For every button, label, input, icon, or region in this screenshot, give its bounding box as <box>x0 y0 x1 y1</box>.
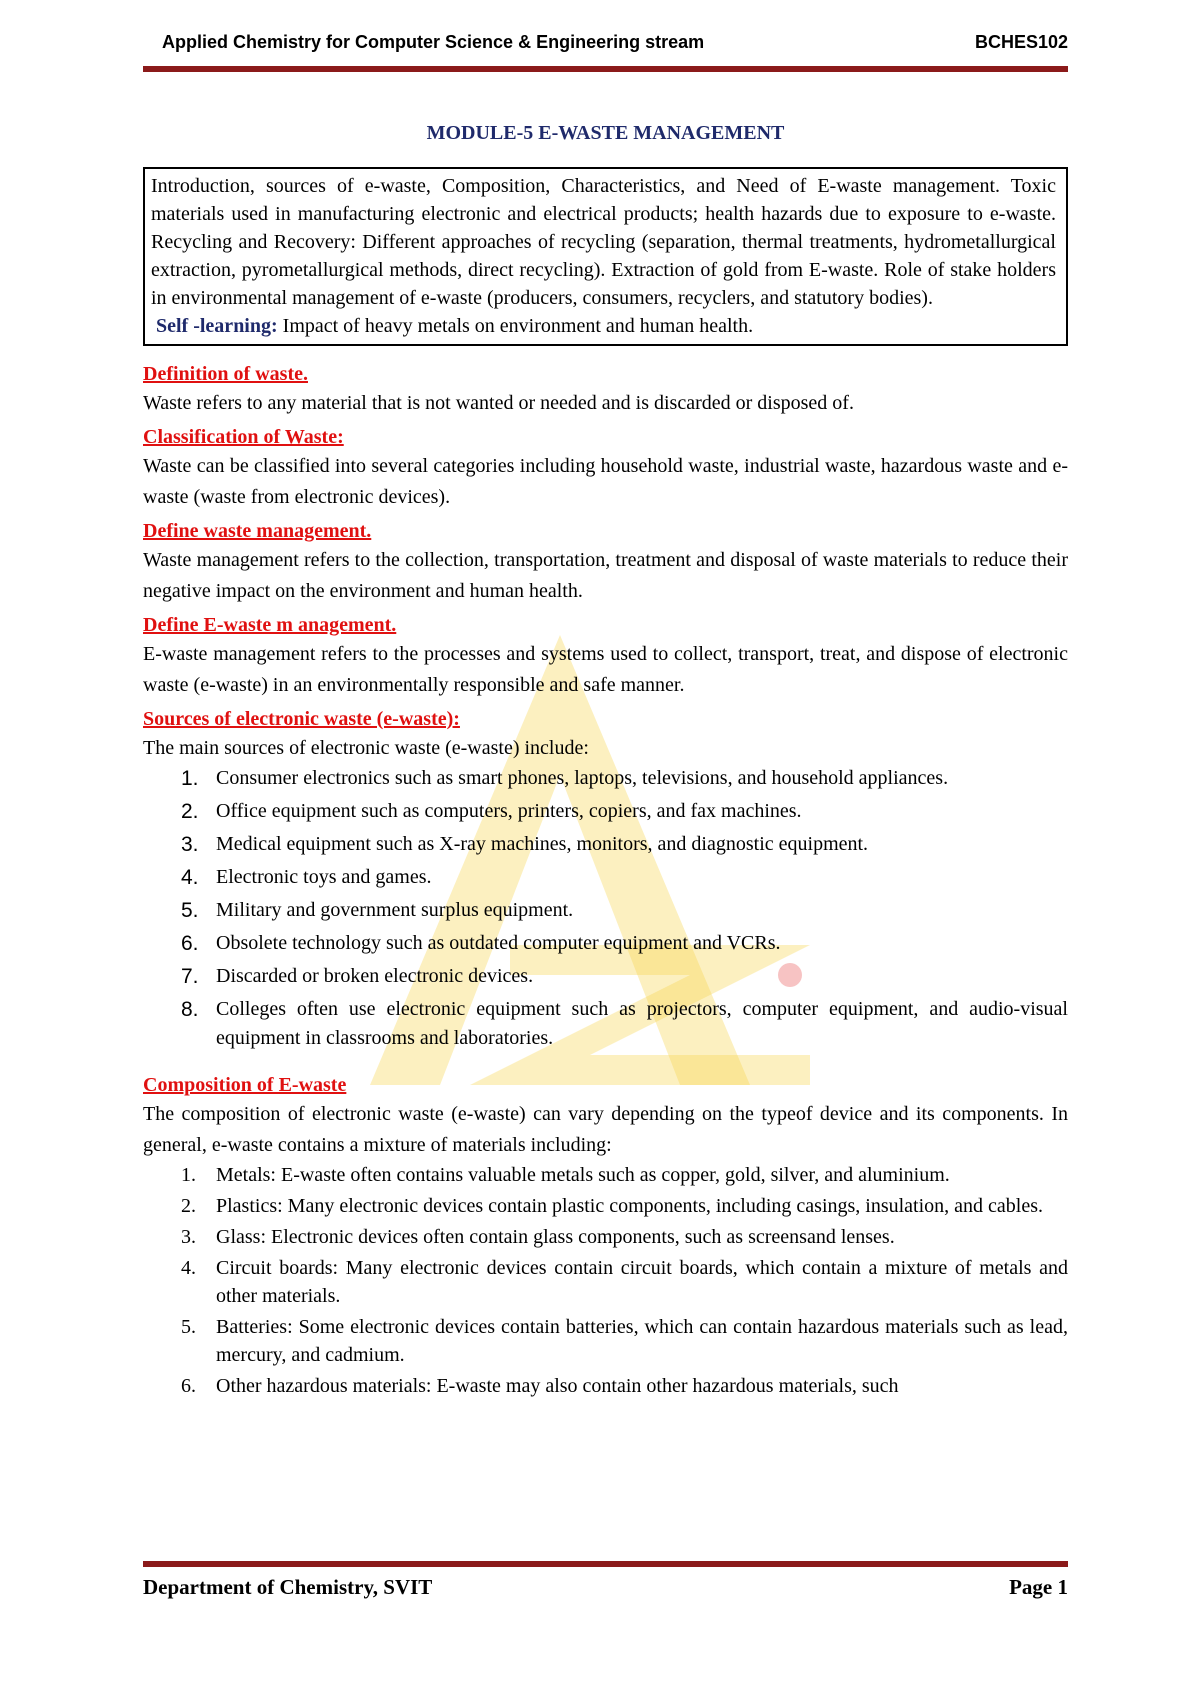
list-item <box>143 1372 1068 1400</box>
list-number: 4. <box>181 866 199 889</box>
list-text: Other hazardous materials: E-waste may also contain other hazardous materials, such <box>216 1375 899 1397</box>
header-divider <box>143 66 1068 72</box>
list-item <box>143 830 1068 859</box>
self-learning-label: Self -learning: <box>156 315 278 337</box>
list-text: Electronic toys and games. <box>216 866 432 888</box>
section-definition <box>143 360 1068 419</box>
heading-ewaste-management: Define E-waste m anagement. <box>143 614 397 636</box>
list-number: 1. <box>181 1164 196 1186</box>
paragraph-sources-intro: The main sources of electronic waste (e-waste) include: <box>143 737 589 759</box>
list-item <box>143 1223 1068 1251</box>
list-text: Plastics: Many electronic devices contain plastic components, including casings, insulation, and cables. <box>216 1195 1044 1217</box>
composition-list <box>143 1161 1068 1400</box>
sources-list <box>143 764 1068 1053</box>
list-item <box>143 962 1068 991</box>
paragraph-waste-management: Waste management refers to the collection, transportation, treatment and disposal of waste materials to reduce their negative impact on the environment and human health. <box>143 549 1068 602</box>
syllabus-text: Introduction, sources of e-waste, Composition, Characteristics, and Need of E-waste management. Toxic materials used in manufacturing electronic and electrical products; health hazards due to exposure to e-waste. Recycling and Recovery: Different approaches of recycling (separation, thermal treatments, hydrometallurgical extraction, pyrometallurgical methods, direct recycling). Extraction of gold from E-waste. Role of stake holders in environmental management of e-waste (producers, consumers, recyclers, and statutory bodies). <box>151 175 1056 309</box>
list-number: 3. <box>181 1226 196 1248</box>
list-number: 7. <box>181 965 199 988</box>
list-item <box>143 896 1068 925</box>
list-number: 2. <box>181 1195 196 1217</box>
list-text: Obsolete technology such as outdated computer equipment and VCRs. <box>216 932 781 954</box>
list-item <box>143 929 1068 958</box>
heading-composition: Composition of E-waste <box>143 1074 347 1096</box>
list-item <box>143 764 1068 793</box>
footer-page-number: Page 1 <box>1009 1575 1068 1599</box>
paragraph-classification: Waste can be classified into several categories including household waste, industrial waste, hazardous waste and e-waste (waste from electronic devices). <box>143 455 1068 508</box>
footer-department: Department of Chemistry, SVIT <box>143 1575 433 1599</box>
heading-sources: Sources of electronic waste (e-waste): <box>143 708 460 730</box>
section-composition <box>143 1071 1068 1400</box>
section-classification <box>143 423 1068 513</box>
list-text: Consumer electronics such as smart phones, laptops, televisions, and household appliances. <box>216 767 949 789</box>
list-number: 5. <box>181 1316 196 1338</box>
list-text: Circuit boards: Many electronic devices contain circuit boards, which contain a mixture of metals and other materials. <box>216 1257 1068 1307</box>
page-title: MODULE-5 E-WASTE MANAGEMENT <box>426 122 785 144</box>
list-item <box>143 1192 1068 1220</box>
paragraph-definition: Waste refers to any material that is not wanted or needed and is discarded or disposed of. <box>143 392 854 414</box>
list-text: Metals: E-waste often contains valuable metals such as copper, gold, silver, and aluminium. <box>216 1164 950 1186</box>
list-number: 6. <box>181 932 199 955</box>
syllabus-box <box>143 167 1068 346</box>
list-text: Medical equipment such as X-ray machines, monitors, and diagnostic equipment. <box>216 833 869 855</box>
paragraph-ewaste-management: E-waste management refers to the processes and systems used to collect, transport, treat, and dispose of electronic waste (e-waste) in an environmentally responsible and safe manner. <box>143 643 1068 696</box>
page-footer <box>143 1575 1068 1605</box>
header-course-code: BCHES102 <box>974 32 1068 52</box>
heading-classification: Classification of Waste: <box>143 426 344 448</box>
list-number: 1. <box>181 767 199 790</box>
list-text: Office equipment such as computers, printers, copiers, and fax machines. <box>216 800 802 822</box>
list-number: 6. <box>181 1375 196 1397</box>
list-number: 2. <box>181 800 199 823</box>
list-text: Military and government surplus equipment. <box>216 899 574 921</box>
list-text: Glass: Electronic devices often contain glass components, such as screensand lenses. <box>216 1226 895 1248</box>
header-course-title: Applied Chemistry for Computer Science & Engineering stream <box>162 32 705 52</box>
footer-divider <box>143 1561 1068 1567</box>
section-waste-management <box>143 517 1068 607</box>
list-item <box>143 1161 1068 1189</box>
section-sources <box>143 705 1068 1053</box>
paragraph-composition-intro: The composition of electronic waste (e-waste) can vary depending on the typeof device and its components. In general, e-waste contains a mixture of materials including: <box>143 1103 1068 1156</box>
list-item <box>143 1254 1068 1310</box>
page-content <box>143 122 1068 1403</box>
list-item <box>143 995 1068 1053</box>
heading-definition: Definition of waste. <box>143 363 308 385</box>
list-text: Discarded or broken electronic devices. <box>216 965 534 987</box>
self-learning-text: Impact of heavy metals on environment and human health. <box>282 315 754 337</box>
page-header <box>162 32 1068 58</box>
list-item <box>143 1313 1068 1369</box>
list-text: Colleges often use electronic equipment such as projectors, computer equipment, and audio-visual equipment in classrooms and laboratories. <box>216 998 1068 1049</box>
list-number: 8. <box>181 998 199 1021</box>
list-item <box>143 797 1068 826</box>
heading-waste-management: Define waste management. <box>143 520 372 542</box>
list-number: 3. <box>181 833 199 856</box>
list-item <box>143 863 1068 892</box>
list-number: 5. <box>181 899 199 922</box>
section-ewaste-management <box>143 611 1068 701</box>
list-text: Batteries: Some electronic devices contain batteries, which can contain hazardous materials such as lead, mercury, and cadmium. <box>216 1316 1068 1366</box>
list-number: 4. <box>181 1257 196 1279</box>
